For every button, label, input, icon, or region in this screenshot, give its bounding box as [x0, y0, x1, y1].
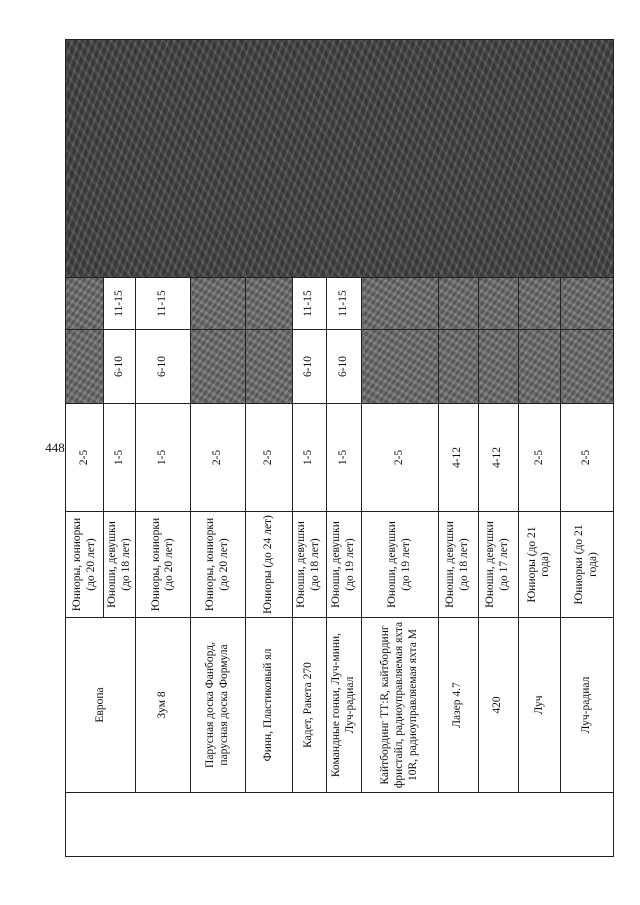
table-wrapper: [65, 40, 614, 857]
age-group-cell: Юноши, девушки (до 17 лет): [478, 512, 518, 618]
age-group-cell: Юниоры, юниорки (до 20 лет): [66, 512, 104, 618]
place-range-cell: 2-5: [362, 404, 438, 512]
place-range-2-cell: [561, 330, 614, 404]
boat-class-cell: Луч: [518, 618, 560, 793]
place-range-cell: 2-5: [561, 404, 614, 512]
age-group-cell: Юниоры (до 24 лет): [246, 512, 292, 618]
place-range-2-cell: [66, 330, 104, 404]
shaded-column: [66, 40, 614, 278]
place-range-2-cell: [362, 330, 438, 404]
place-range-3-cell: [438, 278, 478, 330]
blank-column: [66, 793, 614, 857]
boat-class-cell: Европа: [66, 618, 136, 793]
place-range-2-cell: [518, 330, 560, 404]
place-range-3-cell: 11-15: [292, 278, 326, 330]
place-range-2-cell: 6-10: [292, 330, 326, 404]
age-group-cell: Юноши, девушки (до 19 лет): [326, 512, 362, 618]
place-range-3-cell: 11-15: [326, 278, 362, 330]
boat-class-cell: Парусная доска Фанборд, парусная доска Формула: [191, 618, 246, 793]
age-group-cell: Юноши, девушки (до 18 лет): [292, 512, 326, 618]
place-range-3-cell: 11-15: [104, 278, 136, 330]
boat-class-cell: Луч-радиал: [561, 618, 614, 793]
boat-class-cell: Кадет, Ракета 270: [292, 618, 326, 793]
boat-class-cell: Зум 8: [136, 618, 191, 793]
place-range-2-cell: [478, 330, 518, 404]
table-row: [66, 40, 104, 857]
age-group-cell: Юниоры, юниорки (до 20 лет): [136, 512, 191, 618]
place-range-cell: 1-5: [104, 404, 136, 512]
place-range-2-cell: [246, 330, 292, 404]
place-range-cell: 2-5: [66, 404, 104, 512]
age-group-cell: Юниоры, юниорки (до 20 лет): [191, 512, 246, 618]
place-range-3-cell: [518, 278, 560, 330]
place-range-2-cell: [438, 330, 478, 404]
age-group-cell: Юноши, девушки (до 19 лет): [362, 512, 438, 618]
place-range-2-cell: 6-10: [104, 330, 136, 404]
place-range-3-cell: [362, 278, 438, 330]
place-range-cell: 4-12: [478, 404, 518, 512]
place-range-2-cell: 6-10: [136, 330, 191, 404]
age-group-cell: Юниорки (до 21 года): [561, 512, 614, 618]
age-group-cell: Юниоры (до 21 года): [518, 512, 560, 618]
boat-class-cell: 420: [478, 618, 518, 793]
age-group-cell: Юноши, девушки (до 18 лет): [438, 512, 478, 618]
place-range-cell: 1-5: [136, 404, 191, 512]
place-range-3-cell: [478, 278, 518, 330]
boat-class-cell: Лазер 4.7: [438, 618, 478, 793]
age-group-cell: Юноши, девушки (до 18 лет): [104, 512, 136, 618]
place-range-3-cell: 11-15: [136, 278, 191, 330]
boat-class-cell: Кайтбординг ТТ:R, кайтбординг фристайл, радиоуправляемая яхта 10R, радиоуправляемая яхта М: [362, 618, 438, 793]
place-range-2-cell: [191, 330, 246, 404]
place-range-cell: 2-5: [246, 404, 292, 512]
place-range-cell: 1-5: [292, 404, 326, 512]
page-number: 448: [45, 440, 65, 455]
place-range-cell: 4-12: [438, 404, 478, 512]
place-range-3-cell: [66, 278, 104, 330]
place-range-cell: 1-5: [326, 404, 362, 512]
boat-class-cell: Командные гонки, Луч-мини, Луч-радиал: [326, 618, 362, 793]
place-range-cell: 2-5: [191, 404, 246, 512]
place-range-3-cell: [561, 278, 614, 330]
place-range-2-cell: 6-10: [326, 330, 362, 404]
place-range-3-cell: [246, 278, 292, 330]
boat-class-cell: Финн, Пластиковый ял: [246, 618, 292, 793]
ranking-table: [65, 39, 614, 857]
place-range-cell: 2-5: [518, 404, 560, 512]
place-range-3-cell: [191, 278, 246, 330]
